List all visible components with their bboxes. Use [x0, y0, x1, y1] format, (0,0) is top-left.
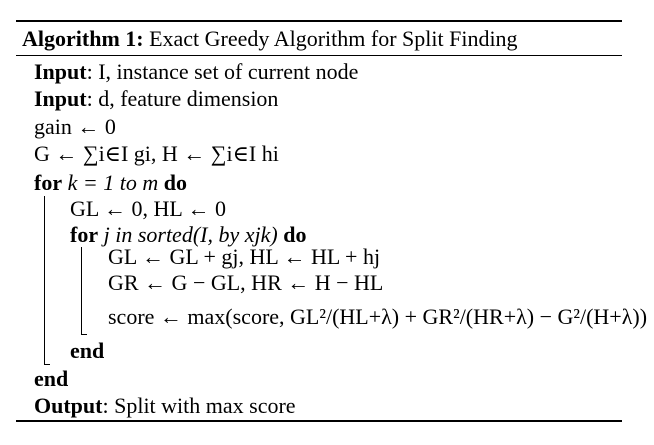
algorithm-label: Algorithm 1: — [22, 26, 144, 51]
input-dimension-line — [34, 88, 278, 110]
input-instance-text: : I, instance set of current node — [86, 59, 359, 84]
inner-block-bar — [81, 247, 82, 334]
outer-for-line — [34, 172, 187, 194]
inner-for-line — [70, 224, 306, 246]
top-rule — [16, 20, 622, 22]
inner-for-keyword: for — [70, 222, 99, 247]
end-keyword: end — [70, 338, 105, 363]
update-left-line: GL ← GL + gj, HL ← HL + hj — [108, 244, 381, 269]
for-keyword: for — [34, 170, 63, 195]
input-keyword: Input — [34, 59, 87, 84]
for-range: k = 1 to m — [67, 170, 159, 195]
end-keyword: end — [34, 366, 69, 391]
score-line: score ← max(score, GL²/(HL+λ) + GR²/(HR+λ) − G²/(H+λ)) — [108, 304, 648, 329]
algorithm-name: Exact Greedy Algorithm for Split Finding — [149, 26, 518, 51]
outer-block-bar — [44, 196, 45, 364]
input-dimension-text: : d, feature dimension — [86, 86, 279, 111]
bottom-rule — [16, 420, 622, 422]
do-keyword: do — [163, 170, 187, 195]
end-inner-line — [70, 340, 104, 362]
inner-for-text: j in sorted(I, by xjk) — [103, 222, 278, 247]
sums-line: G ← ∑i∈I gi, H ← ∑i∈I hi — [34, 141, 279, 166]
input-instance-line — [34, 61, 358, 83]
inner-do-keyword: do — [283, 222, 307, 247]
input-keyword: Input — [34, 86, 87, 111]
output-line — [34, 395, 296, 417]
gain-init-line: gain ← 0 — [34, 114, 116, 139]
inner-block-tick — [81, 334, 87, 335]
algorithm-title — [22, 26, 518, 52]
reset-line: GL ← 0, HL ← 0 — [70, 196, 227, 221]
output-keyword: Output — [34, 393, 103, 418]
header-rule — [16, 55, 622, 56]
end-outer-line — [34, 368, 68, 390]
output-text: : Split with max score — [102, 393, 296, 418]
outer-block-tick — [44, 364, 50, 365]
update-right-line: GR ← G − GL, HR ← H − HL — [108, 270, 384, 295]
